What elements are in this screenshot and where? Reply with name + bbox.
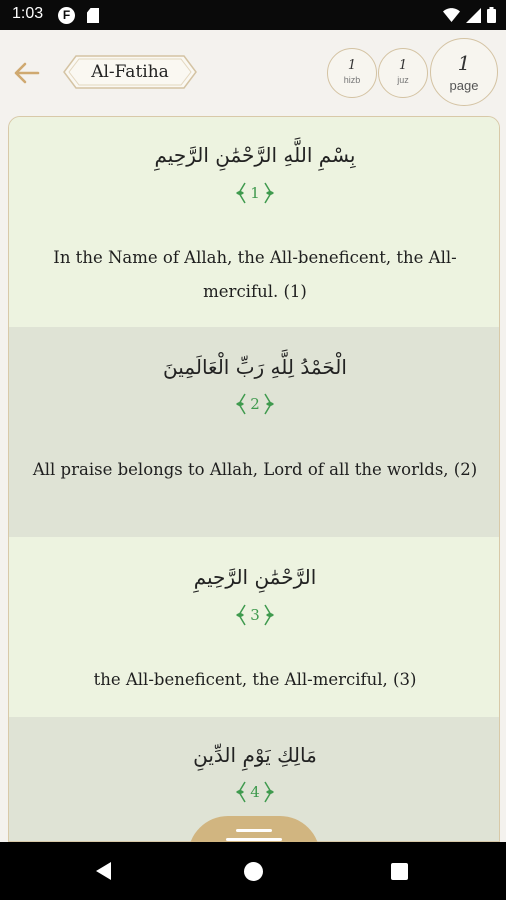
verse-number-marker <box>235 778 275 806</box>
handle-line-icon <box>226 838 282 841</box>
verse-arabic-text: مَالِكِ يَوْمِ الدِّينِ <box>193 743 317 767</box>
verse-arabic-text: الْحَمْدُ لِلَّهِ رَبِّ الْعَالَمِينَ <box>163 355 347 379</box>
sd-card-icon <box>87 8 99 23</box>
verse-list[interactable] <box>8 116 500 842</box>
back-button[interactable] <box>8 56 44 90</box>
surah-name-pill[interactable] <box>62 54 198 90</box>
verse-number-marker <box>235 390 275 418</box>
handle-line-icon <box>236 829 272 832</box>
verse-number: 3 <box>250 606 260 624</box>
verse-translation: All praise belongs to Allah, Lord of all the worlds, (2) <box>32 460 478 479</box>
header-bar <box>0 30 506 118</box>
status-time: 1:03 <box>12 5 44 22</box>
hizb-badge[interactable] <box>327 48 377 98</box>
system-nav-bar <box>0 842 506 900</box>
status-bar <box>0 0 506 30</box>
battery-icon <box>487 7 496 23</box>
nav-back-icon[interactable] <box>96 862 111 880</box>
app-notification-icon: F <box>58 7 75 24</box>
cellular-signal-icon <box>466 8 481 23</box>
nav-home-icon[interactable] <box>244 862 263 881</box>
wifi-icon <box>443 8 460 22</box>
surah-name: Al-Fatiha <box>91 62 169 82</box>
hizb-label: hizb <box>343 75 361 85</box>
verse-translation: In the Name of Allah, the All-beneficent, the All-merciful. (1) <box>53 248 457 301</box>
page-label: page <box>449 78 479 93</box>
verse-number: 1 <box>250 184 260 202</box>
verse-number-marker <box>235 601 275 629</box>
juz-number: 1 <box>398 58 408 73</box>
status-icons <box>443 7 496 23</box>
arrow-left-icon <box>12 61 40 85</box>
nav-recents-icon[interactable] <box>391 863 408 880</box>
verse-item-2[interactable] <box>9 327 500 537</box>
verse-item-3[interactable] <box>9 537 500 717</box>
juz-label: juz <box>397 75 409 85</box>
verse-arabic-text: الرَّحْمَٰنِ الرَّحِيمِ <box>193 565 317 589</box>
verse-number-marker <box>235 179 275 207</box>
verse-item-1[interactable] <box>9 117 500 327</box>
juz-badge[interactable] <box>378 48 428 98</box>
verse-translation: the All-beneficent, the All-merciful, (3) <box>93 670 417 689</box>
verse-number: 4 <box>250 783 260 801</box>
verse-number: 2 <box>250 395 260 413</box>
verse-arabic-text: بِسْمِ اللَّهِ الرَّحْمَٰنِ الرَّحِيمِ <box>154 143 356 167</box>
hizb-number: 1 <box>347 58 357 73</box>
page-number: 1 <box>457 51 471 75</box>
page-badge[interactable] <box>430 38 498 106</box>
